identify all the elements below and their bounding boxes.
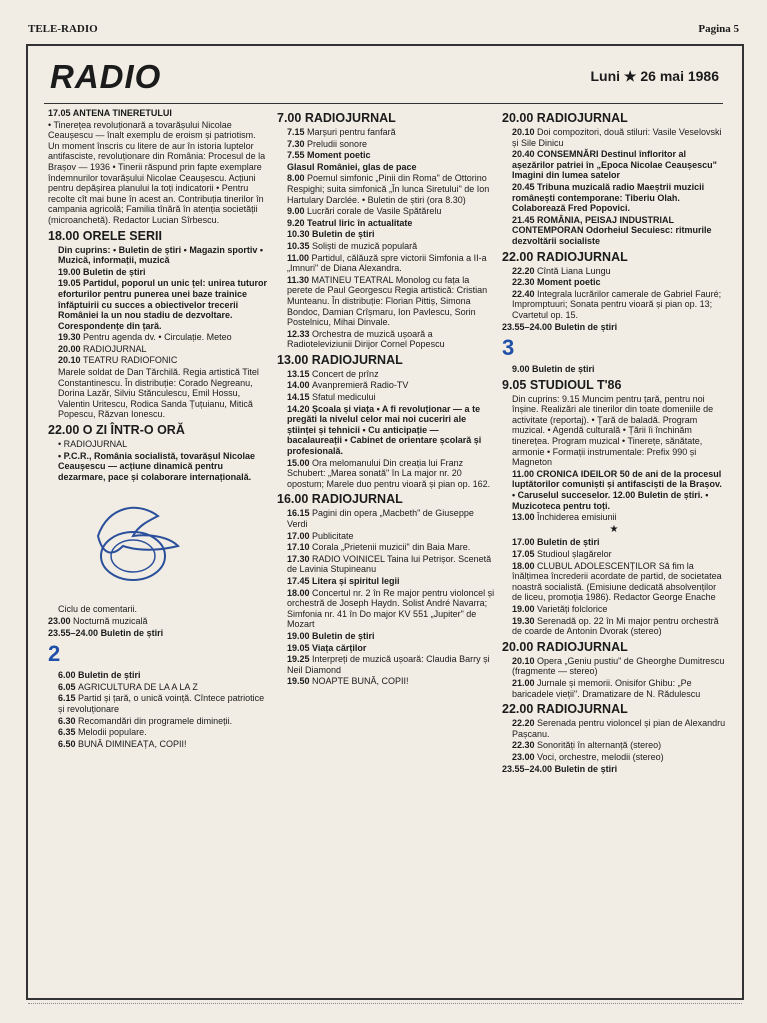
program-text: STUDIOUL T'86: [529, 377, 622, 392]
program-entry: [48, 716, 268, 727]
program-time: 20.40: [512, 149, 538, 160]
program-entry: [277, 111, 495, 126]
program-entry: [48, 682, 268, 693]
program-time: 6.50: [58, 738, 79, 749]
program-entry: [48, 108, 268, 119]
program-date: Luni ★ 26 mai 1986: [590, 68, 719, 84]
program-text: Tribuna muzicală radio Maeștrii muzicii românești contemporane: Tiberiu Olah. Colaborează Fred Popovici.: [512, 181, 705, 214]
program-entry: [48, 423, 268, 438]
program-entry: [48, 670, 268, 681]
program-time: 11.00: [512, 468, 537, 479]
program-text: Sonorități în alternanță (stereo): [537, 740, 662, 751]
program-text: Moment poetic: [307, 150, 371, 161]
program-entry: [48, 604, 268, 615]
program-text: Moment poetic: [537, 277, 601, 288]
program-text: Preludii sonore: [307, 138, 368, 149]
program-time: 19.00: [287, 630, 313, 641]
program-entry: [502, 640, 726, 655]
publication-name: TELE-RADIO: [28, 23, 98, 35]
program-entry: [502, 127, 726, 148]
program-text: Sfatul medicului: [312, 392, 376, 403]
program-text: RADIOJURNAL: [311, 492, 403, 507]
program-entry: [502, 322, 726, 333]
program-text: Buletin de știri: [78, 670, 141, 681]
program-text: Buletin de știri: [312, 630, 375, 641]
program-time: 7.30: [287, 138, 308, 149]
program-entry: [48, 693, 268, 714]
program-time: 9.00: [287, 206, 308, 217]
program-entry: [502, 289, 726, 321]
program-text: AGRICULTURA DE LA A LA Z: [78, 681, 198, 692]
program-time: 20.00: [58, 343, 84, 354]
program-text: Soliști de muzică populară: [312, 240, 418, 251]
program-text: Din cuprins: • Buletin de știri • Magazin sportiv • Muzică, informații, muzică: [58, 244, 263, 266]
program-time: 6.35: [58, 727, 79, 738]
program-text: ORELE SERII: [82, 228, 162, 243]
program-text: Partidul, călăuză spre victorii Simfonia a II-a „Imnuri" de Diana Alexandra.: [287, 252, 487, 274]
program-entry: [277, 554, 495, 575]
program-text: Buletin de știri: [554, 321, 618, 332]
program-entry: [277, 218, 495, 229]
program-text: Poemul simfonic „Pinii din Roma" de Ottorino Respighi; suita simfonică „În lunca Siretului" de Ion Hartulary Darclée. • Buletin de știri (ora 8.30): [287, 173, 490, 205]
program-text: Nocturnă muzicală: [73, 616, 148, 626]
program-time: 20.00: [502, 111, 537, 125]
program-time: 21.45: [512, 214, 538, 225]
program-time: 6.15: [58, 693, 79, 704]
program-entry: [277, 531, 495, 542]
program-entry: [502, 616, 726, 637]
program-entry: [502, 512, 726, 523]
program-time: 17.05: [48, 108, 73, 118]
program-entry: [277, 631, 495, 642]
program-time: 16.15: [287, 508, 313, 519]
program-text: Serenada pentru violoncel și pian de Alexandru Pașcanu.: [512, 718, 726, 739]
program-time: 13.00: [512, 512, 538, 523]
program-entry: [277, 275, 495, 328]
program-text: Interpreți de muzică ușoară: Claudia Barry și Neil Diamond: [287, 654, 490, 675]
program-time: 19.25: [287, 654, 313, 665]
program-entry: [502, 718, 726, 739]
program-text: Buletin de știri: [100, 627, 164, 638]
program-entry: [277, 643, 495, 654]
program-text: Cîntă Liana Lungu: [537, 265, 611, 276]
program-time: 22.00: [48, 423, 83, 438]
program-time: 17.10: [287, 542, 313, 553]
program-time: 14.15: [287, 392, 313, 403]
program-entry: [277, 380, 495, 391]
program-entry: [277, 392, 495, 403]
program-time: 20.10: [512, 655, 538, 666]
program-time: 23.55–24.00: [48, 627, 101, 638]
program-text: Recomandări din programele dimineții.: [78, 715, 233, 726]
program-text: Jurnale și memorii. Onisifor Ghibu: „Pe baricadele vieții". Dramatizare de N. Rădulescu: [512, 677, 701, 699]
program-time: 6.05: [58, 681, 79, 692]
program-time: 7.55: [287, 150, 308, 161]
program-time: 17.30: [287, 553, 313, 564]
program-time: 22.00: [502, 702, 537, 717]
program-time: 18.00: [287, 587, 313, 598]
program-entry: [48, 355, 268, 366]
program-entry: [502, 266, 726, 277]
program-text: Partid și țară, o unică voință. Cîntece patriotice și revoluționare: [58, 693, 265, 714]
program-entry: [502, 215, 726, 247]
program-text: Corala „Prietenii muzicii" din Baia Mare.: [312, 542, 471, 553]
program-entry: [502, 764, 726, 775]
program-entry: [277, 173, 495, 205]
program-text: Orchestra de muzică ușoară a Radioteleviziunii Dirijor Cornel Popescu: [287, 328, 445, 350]
program-time: 6.00: [58, 670, 79, 681]
program-time: 17.45: [287, 575, 313, 586]
program-entry: [48, 332, 268, 343]
program-text: Voci, orchestre, melodii (stereo): [537, 751, 664, 762]
program-text: Varietăți folclorice: [537, 603, 608, 614]
program-text: RADIOJURNAL: [536, 111, 628, 125]
program-entry: [48, 245, 268, 266]
program-text: Lucrări corale de Vasile Spătărelu: [307, 206, 442, 217]
program-entry: [502, 394, 726, 468]
program-entry: [277, 162, 495, 173]
program-entry: [48, 628, 268, 639]
program-entry: [277, 508, 495, 529]
program-time: 20.10: [512, 127, 538, 137]
program-entry: [277, 139, 495, 150]
page-title: RADIO: [50, 58, 162, 95]
page-header: [28, 23, 739, 39]
program-time: 7.15: [287, 127, 308, 137]
program-entry: [502, 250, 726, 265]
program-time: 23.00: [512, 751, 538, 762]
program-text: CLUBUL ADOLESCENȚILOR Să fim la înălțimea încrederii acordate de partid, de societatea noastră socialistă. (Emisiune dedicată absolvenților de liceu, promoția 1986). Redactor George Enache: [512, 560, 722, 603]
program-entry: [502, 277, 726, 288]
program-entry: [277, 127, 495, 138]
program-entry: [48, 616, 268, 627]
program-time: 22.30: [512, 277, 538, 288]
program-text: NOAPTE BUNĂ, COPII!: [312, 676, 409, 687]
program-time: 9.00: [512, 364, 533, 375]
program-entry: [502, 678, 726, 699]
program-time: 11.00: [287, 252, 312, 263]
program-text: Ciclu de comentarii.: [58, 604, 138, 615]
program-time: 8.00: [287, 173, 308, 184]
program-text: Buletin de știri: [537, 537, 600, 548]
program-text: Doi compozitori, două stiluri: Vasile Veselovski și Sile Dinicu: [512, 127, 722, 148]
program-text: Pentru agenda dv. • Circulație. Meteo: [83, 332, 232, 343]
program-text: • P.C.R., România socialistă, tovarășul Nicolae Ceaușescu — acțiune dinamică pentru dezarmare, pace și colaborare internațională.: [58, 450, 256, 482]
program-time: 20.45: [512, 181, 538, 192]
program-text: Concertul nr. 2 în Re major pentru violoncel și orchestră de Joseph Haydn. Solist André Navarra; Simfonia nr. 41 în Do major KV 551 „Jupiter" de Mozart: [287, 587, 495, 630]
program-entry: [48, 229, 268, 244]
program-entry: [502, 149, 726, 181]
program-time: 7.00: [277, 111, 305, 125]
day-number: 2: [48, 641, 61, 667]
program-text: Marșuri pentru fanfară: [307, 127, 396, 137]
program-text: CONSEMNĂRI Destinul înfloritor al așezărilor patriei în „Epoca Nicolae Ceaușescu" Imagini din lumea satelor: [512, 149, 717, 181]
column-2: [277, 108, 495, 688]
program-text: RADIOJURNAL: [83, 343, 147, 354]
program-entry: [502, 182, 726, 214]
program-entry: [502, 656, 726, 677]
program-time: 22.40: [512, 288, 538, 299]
program-text: • RADIOJURNAL: [58, 439, 128, 450]
program-time: 19.00: [58, 266, 84, 277]
program-time: 22.00: [502, 249, 537, 264]
program-time: 19.05: [287, 642, 313, 653]
program-entry: [277, 458, 495, 490]
program-entry: [48, 739, 268, 750]
program-text: Din cuprins: 9.15 Muncim pentru țară, pentru noi înșine. Realizări ale tinerilor din toate domeniile de activitate (reportaj). • Țară de baladă. Program muzical. • Agendă culturală • Țării îi închinăm tinerețea. Program muzical • Tinerețe, sănătate, armonie • Formații instrumentale: Prefix 990 și Magneton: [512, 393, 714, 468]
program-time: 17.05: [512, 549, 538, 559]
day-number: 3: [502, 335, 515, 361]
program-entry: [48, 267, 268, 278]
program-text: Melodii populare.: [78, 727, 147, 738]
program-time: 20.00: [502, 639, 537, 654]
page-number: Pagina 5: [698, 23, 739, 35]
program-entry: [502, 752, 726, 763]
program-entry: [277, 229, 495, 240]
program-time: 9.05: [502, 377, 530, 392]
program-time: 20.10: [58, 355, 84, 366]
program-entry: [277, 492, 495, 507]
program-time: 10.35: [287, 240, 313, 251]
program-time: 19.30: [512, 615, 538, 626]
program-text: Marele soldat de Dan Tărchilă. Regia artistică Titel Constantinescu. În distribuție: Corado Negreanu, Dorina Lazăr, Silviu Stănculescu, Emil Hossu, Valentin Uritescu, Rodica Sanda Țuțuianu, Mitică Popescu, Răzvan Ionescu.: [58, 367, 259, 420]
program-time: 15.00: [287, 457, 313, 468]
program-text: RADIOJURNAL: [536, 702, 628, 717]
program-time: 17.00: [287, 530, 313, 541]
program-time: 22.20: [512, 265, 538, 276]
program-time: 19.05: [58, 278, 84, 289]
program-entry: [502, 537, 726, 548]
program-entry: [277, 253, 495, 274]
program-text: Buletin de știri: [83, 266, 146, 277]
program-time: 19.00: [512, 603, 538, 614]
program-time: 6.30: [58, 715, 79, 726]
program-time: 23.55–24.00: [502, 321, 555, 332]
program-text: RADIOJURNAL: [536, 639, 628, 654]
program-text: Ora melomanului Din creația lui Franz Schubert: „Marea sonată" în La major nr. 20 opostum; Marele duo pentru vioară și pian op. 162.: [287, 457, 491, 489]
program-time: 13.00: [277, 352, 312, 367]
program-text: Teatrul liric în actualitate: [307, 217, 413, 228]
program-entry: [502, 740, 726, 751]
program-time: 19.50: [287, 676, 313, 687]
program-text: RADIOJURNAL: [311, 352, 403, 367]
program-time: 22.30: [512, 740, 538, 751]
program-entry: [502, 702, 726, 717]
program-text: Buletin de știri: [532, 364, 595, 375]
program-entry: [502, 561, 726, 603]
program-text: Partidul, poporul un unic țel: unirea tuturor eforturilor pentru punerea unei baze trainice înfăptuirii cu succes a obiectivelor trecerii României la un nou stadiu de dezvoltare. Corespondențe din țară.: [58, 278, 268, 331]
program-entry: [502, 364, 726, 375]
program-text: Închiderea emisiunii: [537, 512, 617, 523]
program-text: Avanpremieră Radio-TV: [312, 380, 409, 391]
program-text: Glasul României, glas de pace: [287, 161, 417, 172]
program-entry: [277, 329, 495, 350]
program-time: 19.30: [58, 332, 84, 343]
program-text: ROMÂNIA, PEISAJ INDUSTRIAL CONTEMPORAN Odorheiul Secuiesc: ritmurile dezvoltării socialiste: [512, 214, 712, 246]
program-text: Concert de prînz: [312, 368, 379, 379]
footer-rule: [28, 1003, 742, 1004]
program-text: Pagini din opera „Macbeth" de Giuseppe Verdi: [287, 508, 474, 529]
program-time: 18.00: [512, 560, 538, 571]
program-time: 13.15: [287, 368, 313, 379]
program-text: ANTENA TINERETULUI: [72, 108, 172, 118]
program-time: 22.20: [512, 718, 538, 729]
program-time: 14.20: [287, 403, 313, 414]
program-entry: [502, 469, 726, 511]
program-text: Buletin de știri: [554, 763, 618, 774]
program-entry: [48, 451, 268, 483]
program-entry: [48, 120, 268, 226]
program-entry: [277, 588, 495, 630]
program-text: MATINEU TEATRAL Monolog cu fața la perete de Paul Georgescu Regia artistică: Cristian Munteanu. În distribuție: Florian Pittiș, Simona Bondoc, Damian Crîșmaru, Ion Pavlescu, Sorin Postelnicu, Mihai Dinvale.: [287, 274, 488, 328]
program-entry: [502, 378, 726, 393]
program-text: Serenadă op. 22 în Mi major pentru orchestră de coarde de Antonin Dvorak (stereo): [512, 615, 719, 637]
program-entry: [277, 542, 495, 553]
column-1: [48, 108, 268, 750]
program-entry: [277, 241, 495, 252]
star-separator-icon: ★: [609, 523, 619, 535]
program-time: 23.00: [48, 616, 74, 626]
program-text: Litera și spiritul legii: [312, 575, 400, 586]
program-text: Buletin de știri: [312, 229, 375, 240]
program-text: RADIO VOINICEL Taina lui Petrișor. Scenetă de Lavinia Stupineanu: [287, 553, 492, 575]
program-time: 17.00: [512, 537, 538, 548]
program-time: 16.00: [277, 492, 312, 507]
program-time: 14.00: [287, 380, 313, 391]
dove-emblem-icon: [78, 496, 188, 586]
program-entry: [277, 150, 495, 161]
program-entry: [502, 604, 726, 615]
program-text: RADIOJURNAL: [304, 111, 396, 125]
program-entry: [277, 404, 495, 457]
title-rule: [44, 103, 723, 104]
program-entry: [48, 344, 268, 355]
program-text: RADIOJURNAL: [536, 249, 628, 264]
column-3: [502, 108, 726, 775]
program-entry: [502, 549, 726, 560]
program-time: 18.00: [48, 228, 83, 243]
program-entry: [277, 369, 495, 380]
program-time: 10.30: [287, 229, 313, 240]
program-time: 9.20: [287, 217, 308, 228]
program-entry: [277, 353, 495, 368]
program-time: 23.55–24.00: [502, 763, 555, 774]
program-text: BUNĂ DIMINEAȚA, COPII!: [78, 738, 187, 749]
program-entry: [277, 676, 495, 687]
program-text: Integrala lucrărilor camerale de Gabriel Fauré; Impromptuuri; Sonata pentru vioară și pian op. 13; Cvartetul op. 15.: [512, 288, 722, 320]
program-text: Opera „Geniu pustiu" de Gheorghe Dumitrescu (fragmente — stereo): [512, 655, 725, 677]
program-text: O ZI ÎNTR-O ORĂ: [82, 423, 185, 438]
program-text: CRONICA IDEILOR 50 de ani de la procesul luptătorilor comuniști și antifasciști de la Brașov. • Caruselul succeselor. 12.00 Buletin de știri. • Muzicoteca pentru toți.: [512, 468, 722, 511]
program-text: Studioul șlagărelor: [537, 549, 612, 559]
program-entry: [48, 439, 268, 450]
program-time: 21.00: [512, 677, 538, 688]
program-entry: [48, 727, 268, 738]
program-entry: [48, 278, 268, 331]
program-time: 12.33: [287, 328, 313, 339]
program-entry: [48, 367, 268, 420]
program-entry: [502, 111, 726, 126]
program-entry: [277, 576, 495, 587]
program-time: 11.30: [287, 274, 312, 285]
program-text: Școala și viața • A fi revoluționar — a te pregăti la nivelul celor mai noi cuceriri ale științei și tehnicii • Cu anticipație — bacalaureații • Cabinet de orientare școlară și profesională.: [287, 403, 482, 457]
program-text: • Tinerețea revoluționară a tovarășului Nicolae Ceaușescu — înalt exemplu de eroism și patriotism. Un moment înscris cu litere de aur în istoria luptelor antifasciste, revoluționare din România: Procesul de la Brașov — 1936 • Tinerii răspund prin fapte exemplare îndemnurilor tovarășului Nicolae Ceaușescu. Acțiuni pentru depășirea planului la toți indicatorii • Pentru recolte cît mai bune în acest an. Contribuția tinerilor în campania agricolă; Familia tînără în atenția societății (microanchetă). Redactor Lucian Sîrbescu.: [48, 119, 266, 225]
program-entry: [277, 206, 495, 217]
program-text: Publicitate: [312, 530, 354, 541]
program-text: TEATRU RADIOFONIC: [83, 355, 178, 366]
program-text: Viața cărților: [312, 642, 367, 653]
program-entry: [277, 654, 495, 675]
